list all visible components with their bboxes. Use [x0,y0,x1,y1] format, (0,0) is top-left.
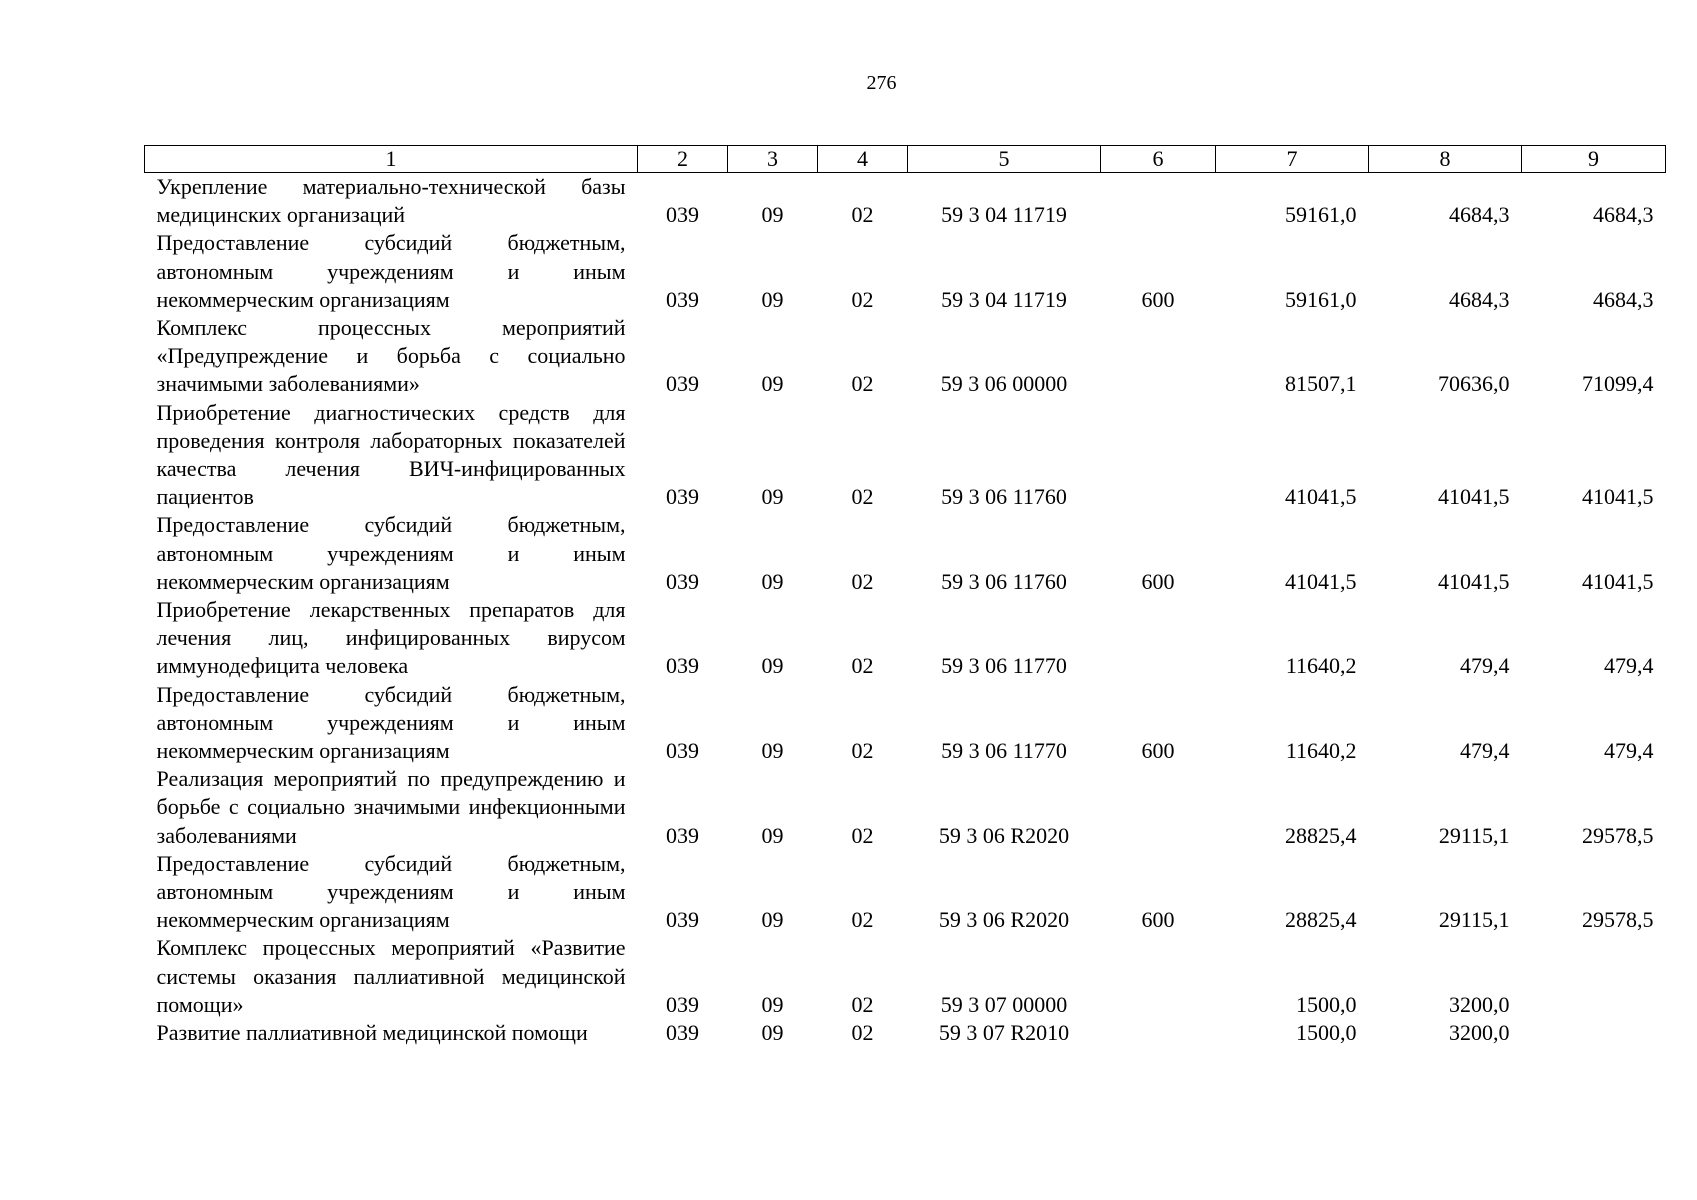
cell-col-9: 29578,5 [1582,907,1654,933]
cell-col-7: 28825,4 [1285,822,1357,848]
header-col-7: 7 [1216,146,1369,173]
cell-col-5: 59 3 06 11760 [941,568,1067,594]
cell-col-8: 41041,5 [1438,484,1510,510]
cell-col-6 [1101,173,1216,230]
cell-col-6: 600 [1141,286,1175,312]
cell-col-2: 039 [666,653,699,679]
cell-col-8: 29115,1 [1438,822,1510,848]
cell-col-4: 02 [851,371,874,397]
cell-col-4: 02 [851,202,874,228]
cell-col-2: 039 [666,1020,699,1046]
header-col-9: 9 [1522,146,1666,173]
row-description: Предоставление субсидий бюджетным, автономным учреждениям и иным некоммерческим организациям [156,230,626,312]
cell-col-9: 41041,5 [1582,568,1654,594]
cell-col-6 [1101,1019,1216,1047]
table-row [145,850,1666,935]
cell-col-2: 039 [666,822,699,848]
cell-col-3: 09 [761,371,784,397]
cell-col-6 [1101,399,1216,512]
cell-col-2: 039 [666,286,699,312]
cell-col-9: 4684,3 [1593,286,1654,312]
cell-col-6: 600 [1141,568,1175,594]
cell-col-5: 59 3 07 00000 [940,991,1068,1017]
cell-col-8: 41041,5 [1438,568,1510,594]
cell-col-4: 02 [851,1020,874,1046]
cell-col-9: 479,4 [1604,738,1654,764]
table-row [145,314,1666,399]
cell-col-7: 1500,0 [1296,991,1357,1017]
cell-col-7: 41041,5 [1285,568,1357,594]
row-description: Укрепление материально-технической базы медицинских организаций [156,174,626,228]
table-row [145,765,1666,850]
header-col-8: 8 [1369,146,1522,173]
table-row [145,596,1666,681]
cell-col-2: 039 [666,738,699,764]
header-col-5: 5 [908,146,1101,173]
row-description: Предоставление субсидий бюджетным, автономным учреждениям и иным некоммерческим организациям [156,512,626,594]
cell-col-3: 09 [761,484,784,510]
budget-table [144,145,1666,1047]
table-body [145,173,1666,1048]
table-row [145,511,1666,596]
table-row [145,934,1666,1019]
row-description: Комплекс процессных мероприятий «Развитие системы оказания паллиативной медицинской помощи» [156,935,626,1017]
cell-col-3: 09 [761,1020,784,1046]
cell-col-5: 59 3 06 11770 [941,653,1067,679]
cell-col-8: 29115,1 [1438,907,1510,933]
cell-col-9 [1522,934,1666,1019]
cell-col-3: 09 [761,907,784,933]
cell-col-2: 039 [666,202,699,228]
cell-col-9: 29578,5 [1582,822,1654,848]
cell-col-6 [1101,596,1216,681]
cell-col-3: 09 [761,991,784,1017]
cell-col-4: 02 [851,568,874,594]
cell-col-5: 59 3 06 11760 [941,484,1067,510]
cell-col-4: 02 [851,822,874,848]
cell-col-8: 479,4 [1460,653,1510,679]
cell-col-2: 039 [666,484,699,510]
cell-col-4: 02 [851,484,874,510]
cell-col-7: 11640,2 [1285,653,1357,679]
cell-col-4: 02 [851,653,874,679]
table-row [145,173,1666,230]
cell-col-7: 59161,0 [1285,286,1357,312]
cell-col-2: 039 [666,907,699,933]
cell-col-8: 70636,0 [1438,371,1510,397]
cell-col-8: 3200,0 [1449,1020,1510,1046]
header-row [145,146,1666,173]
cell-col-8: 479,4 [1460,738,1510,764]
row-description: Предоставление субсидий бюджетным, автономным учреждениям и иным некоммерческим организациям [156,850,626,933]
cell-col-6 [1101,314,1216,399]
header-col-6: 6 [1101,146,1216,173]
cell-col-9: 4684,3 [1593,202,1654,228]
row-description: Реализация мероприятий по предупреждению и борьбе с социально значимыми инфекционными заболеваниями [156,766,626,848]
cell-col-5: 59 3 06 R2020 [938,822,1070,848]
table-row [145,681,1666,766]
cell-col-6 [1101,934,1216,1019]
row-description: Приобретение лекарственных препаратов для лечения лиц, инфицированных вирусом иммунодефицита человека [156,597,626,679]
row-description: Комплекс процессных мероприятий «Предупреждение и борьба с социально значимыми заболеваниями» [156,315,626,397]
cell-col-9: 41041,5 [1582,484,1654,510]
cell-col-6 [1101,765,1216,850]
cell-col-2: 039 [666,991,699,1017]
cell-col-5: 59 3 06 11770 [941,738,1067,764]
cell-col-8: 4684,3 [1449,202,1510,228]
cell-col-3: 09 [761,653,784,679]
page-number: 276 [866,72,897,94]
cell-col-3: 09 [761,286,784,312]
cell-col-5: 59 3 04 11719 [941,202,1067,228]
cell-col-2: 039 [666,568,699,594]
table-row [145,399,1666,512]
cell-col-7: 41041,5 [1285,484,1357,510]
header-col-4: 4 [818,146,908,173]
row-description: Приобретение диагностических средств для проведения контроля лабораторных показателей качества лечения ВИЧ-инфицированных пациентов [156,399,626,510]
cell-col-3: 09 [761,738,784,764]
cell-col-4: 02 [851,907,874,933]
cell-col-4: 02 [851,991,874,1017]
cell-col-6: 600 [1141,738,1175,764]
header-col-1: 1 [145,146,638,173]
cell-col-7: 28825,4 [1285,907,1357,933]
cell-col-9: 479,4 [1604,653,1654,679]
cell-col-9: 71099,4 [1582,371,1654,397]
header-col-3: 3 [728,146,818,173]
cell-col-7: 81507,1 [1285,371,1357,397]
table-header [145,146,1666,173]
cell-col-4: 02 [851,738,874,764]
cell-col-5: 59 3 06 R2020 [938,907,1070,933]
cell-col-2: 039 [666,371,699,397]
header-col-2: 2 [638,146,728,173]
cell-col-7: 11640,2 [1285,738,1357,764]
cell-col-6: 600 [1141,907,1175,933]
cell-col-3: 09 [761,568,784,594]
cell-col-5: 59 3 06 00000 [940,371,1068,397]
row-description: Развитие паллиативной медицинской помощи [156,1020,588,1046]
cell-col-8: 3200,0 [1449,991,1510,1017]
table-row [145,1019,1666,1047]
cell-col-3: 09 [761,822,784,848]
cell-col-5: 59 3 04 11719 [941,286,1067,312]
cell-col-9 [1522,1019,1666,1047]
cell-col-3: 09 [761,202,784,228]
cell-col-8: 4684,3 [1449,286,1510,312]
cell-col-7: 59161,0 [1285,202,1357,228]
row-description: Предоставление субсидий бюджетным, автономным учреждениям и иным некоммерческим организациям [156,681,626,764]
cell-col-5: 59 3 07 R2010 [938,1020,1070,1046]
table-row [145,229,1666,314]
cell-col-4: 02 [851,286,874,312]
cell-col-7: 1500,0 [1296,1020,1357,1046]
